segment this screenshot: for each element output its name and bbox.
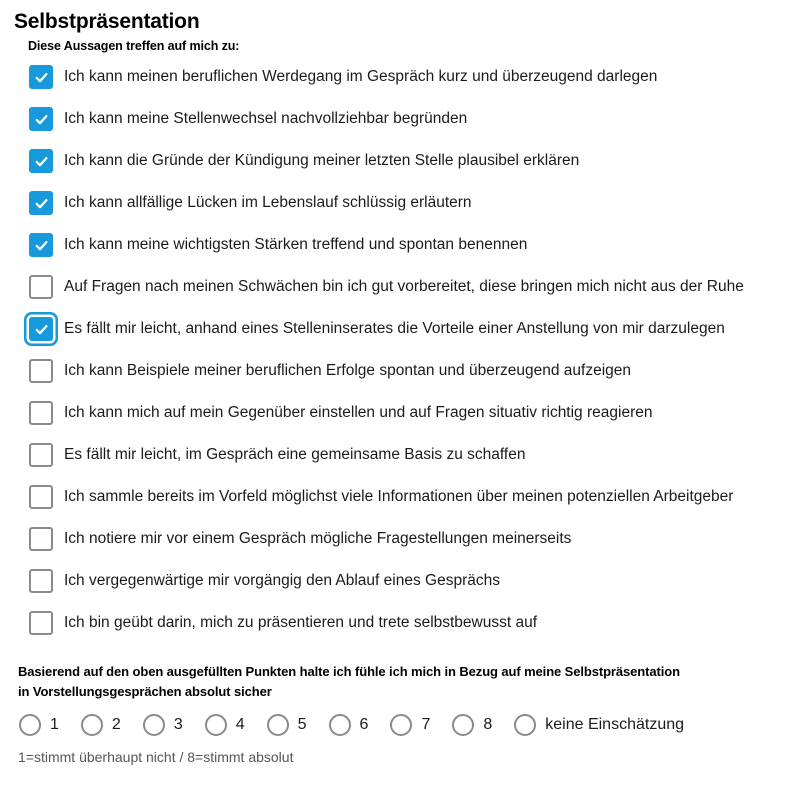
checklist-item-label: Ich kann mich auf mein Gegenüber einstellen und auf Fragen situativ richtig reagieren <box>64 404 653 421</box>
checkbox-unchecked[interactable] <box>29 527 53 551</box>
rating-option-label: 5 <box>297 716 307 733</box>
checkbox-checked[interactable] <box>29 107 53 131</box>
rating-option[interactable] <box>329 714 369 736</box>
statement-checklist <box>29 64 771 636</box>
rating-option[interactable] <box>452 714 492 736</box>
checklist-item-label: Ich bin geübt darin, mich zu präsentieren und trete selbstbewusst auf <box>64 614 538 631</box>
checkbox-unchecked[interactable] <box>29 569 53 593</box>
checkmark-icon <box>33 321 50 338</box>
checklist-item[interactable] <box>29 316 771 342</box>
checkbox-unchecked[interactable] <box>29 485 53 509</box>
checklist-item-label: Ich kann meinen beruflichen Werdegang im Gespräch kurz und überzeugend darlegen <box>64 68 658 85</box>
radio-button[interactable] <box>452 714 474 736</box>
checklist-item[interactable] <box>29 106 771 132</box>
radio-button[interactable] <box>329 714 351 736</box>
checkbox-unchecked[interactable] <box>29 611 53 635</box>
rating-option[interactable] <box>19 714 59 736</box>
checklist-item-label: Ich kann Beispiele meiner beruflichen Erfolge spontan und überzeugend aufzeigen <box>64 362 631 379</box>
rating-option[interactable] <box>390 714 430 736</box>
checkmark-icon <box>33 237 50 254</box>
checkbox-checked[interactable] <box>29 233 53 257</box>
rating-option-label: 3 <box>173 716 183 733</box>
checkbox-unchecked[interactable] <box>29 443 53 467</box>
rating-scale <box>19 714 771 736</box>
rating-option-label: 2 <box>111 716 121 733</box>
checklist-item[interactable] <box>29 610 771 636</box>
rating-option-label: 4 <box>235 716 245 733</box>
radio-button[interactable] <box>19 714 41 736</box>
checkbox-unchecked[interactable] <box>29 359 53 383</box>
radio-button[interactable] <box>81 714 103 736</box>
rating-option-label: 7 <box>421 716 431 733</box>
rating-option[interactable] <box>143 714 183 736</box>
radio-button[interactable] <box>390 714 412 736</box>
checklist-item-label: Ich sammle bereits im Vorfeld möglichst viele Informationen über meinen potenziellen Arbeitgeber <box>64 488 734 505</box>
checklist-item[interactable] <box>29 568 771 594</box>
checklist-item[interactable] <box>29 274 771 300</box>
rating-option-label: 8 <box>483 716 493 733</box>
checkbox-checked[interactable] <box>29 191 53 215</box>
checkmark-icon <box>33 69 50 86</box>
checkmark-icon <box>33 153 50 170</box>
checklist-item[interactable] <box>29 64 771 90</box>
checkmark-icon <box>33 111 50 128</box>
checkbox-checked[interactable] <box>29 65 53 89</box>
rating-option[interactable] <box>267 714 307 736</box>
rating-option-label: 1 <box>50 716 59 733</box>
checklist-item-label: Es fällt mir leicht, im Gespräch eine gemeinsame Basis zu schaffen <box>64 446 526 463</box>
checkbox-checked[interactable] <box>29 317 53 341</box>
page-title: Selbstpräsentation <box>14 10 200 33</box>
instructions-label: Diese Aussagen treffen auf mich zu: <box>28 39 240 53</box>
checklist-item-label: Es fällt mir leicht, anhand eines Stelleninserates die Vorteile einer Anstellung von mir darzulegen <box>64 320 725 337</box>
checklist-item-label: Ich vergegenwärtige mir vorgängig den Ablauf eines Gesprächs <box>64 572 500 589</box>
rating-question: Basierend auf den oben ausgefüllten Punkten halte ich fühle ich mich in Bezug auf meine Selbstpräsentation in Vorstellungsgesprächen absolut sicher <box>18 664 680 699</box>
checklist-item[interactable] <box>29 400 771 426</box>
checklist-item[interactable] <box>29 232 771 258</box>
rating-option[interactable] <box>514 714 684 736</box>
radio-button[interactable] <box>267 714 289 736</box>
checklist-item[interactable] <box>29 442 771 468</box>
checklist-item-label: Ich kann allfällige Lücken im Lebenslauf schlüssig erläutern <box>64 194 472 211</box>
scale-legend: 1=stimmt überhaupt nicht / 8=stimmt absolut <box>18 749 294 765</box>
checklist-item-label: Auf Fragen nach meinen Schwächen bin ich gut vorbereitet, diese bringen mich nicht aus der Ruhe <box>64 278 744 295</box>
checklist-item[interactable] <box>29 358 771 384</box>
checklist-item[interactable] <box>29 148 771 174</box>
checklist-item[interactable] <box>29 190 771 216</box>
rating-option[interactable] <box>81 714 121 736</box>
checklist-item-label: Ich notiere mir vor einem Gespräch mögliche Fragestellungen meinerseits <box>64 530 572 547</box>
checkmark-icon <box>33 195 50 212</box>
checkbox-unchecked[interactable] <box>29 401 53 425</box>
radio-button[interactable] <box>143 714 165 736</box>
radio-button[interactable] <box>514 714 536 736</box>
checklist-item[interactable] <box>29 526 771 552</box>
rating-option-label: 6 <box>359 716 369 733</box>
rating-option-label: keine Einschätzung <box>545 716 685 733</box>
checkbox-unchecked[interactable] <box>29 275 53 299</box>
checkbox-checked[interactable] <box>29 149 53 173</box>
checklist-item-label: Ich kann die Gründe der Kündigung meiner letzten Stelle plausibel erklären <box>64 152 580 169</box>
checklist-item-label: Ich kann meine wichtigsten Stärken treffend und spontan benennen <box>64 236 528 253</box>
rating-option[interactable] <box>205 714 245 736</box>
radio-button[interactable] <box>205 714 227 736</box>
checklist-item[interactable] <box>29 484 771 510</box>
checklist-item-label: Ich kann meine Stellenwechsel nachvollziehbar begründen <box>64 110 468 127</box>
